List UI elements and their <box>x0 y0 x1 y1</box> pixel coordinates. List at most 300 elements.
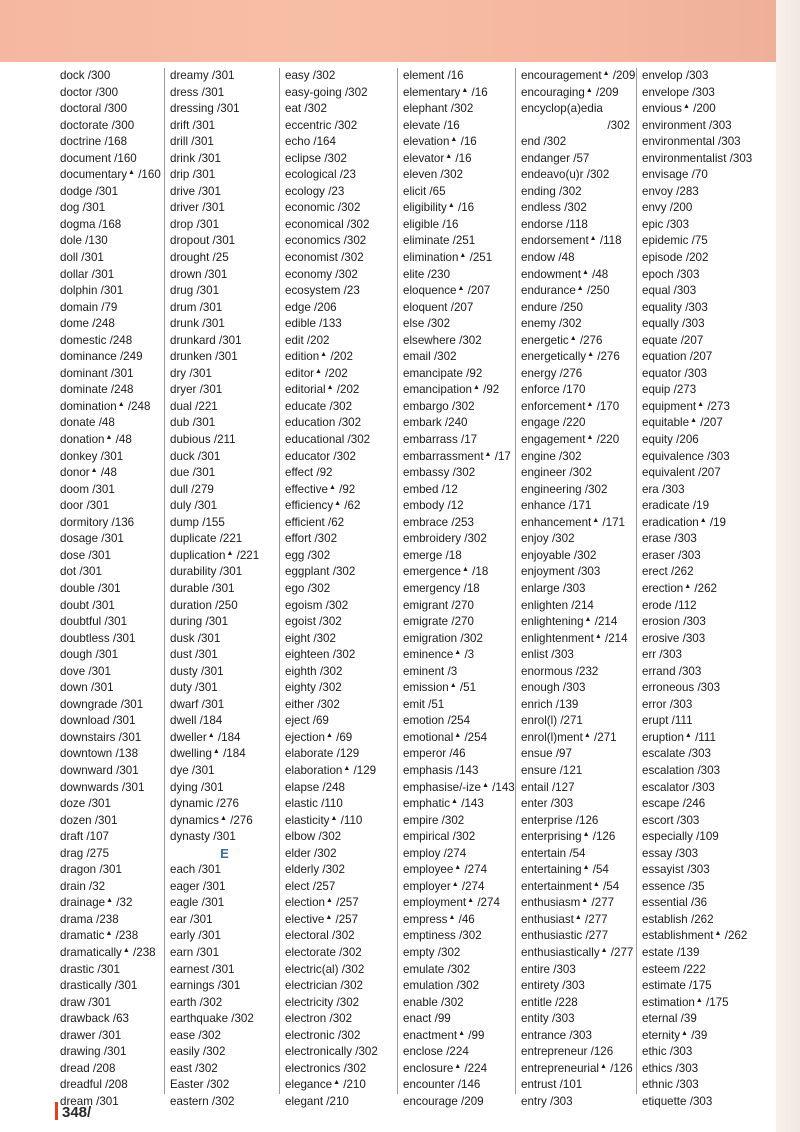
triangle-marker-icon: ▲ <box>586 434 594 442</box>
entry-separator: / <box>677 1012 684 1026</box>
entry-page: 300 <box>114 118 135 132</box>
index-entry <box>285 614 397 631</box>
entry-page: 126 <box>593 1045 614 1059</box>
entry-page: 302 <box>307 102 327 116</box>
entry-separator: / <box>92 184 99 198</box>
index-entry <box>170 1094 279 1111</box>
entry-page: 276 <box>233 813 253 827</box>
entry-page: 302 <box>332 399 353 413</box>
entry-page: 302 <box>198 1061 218 1075</box>
entry-separator: / <box>333 383 340 397</box>
entry-word: egg <box>285 548 305 562</box>
entry-page: 57 <box>576 151 590 165</box>
entry-page: 301 <box>95 598 115 612</box>
entry-separator: / <box>83 846 90 860</box>
entry-page: 250 <box>563 300 583 314</box>
entry-separator: / <box>324 184 332 198</box>
entry-page: 301 <box>94 267 115 281</box>
entry-word: draft <box>60 830 84 844</box>
entry-word: drunkard <box>170 333 216 347</box>
index-column-6 <box>637 68 773 1108</box>
entry-separator: / <box>607 945 615 959</box>
entry-separator: / <box>92 1094 100 1108</box>
entry-page: 127 <box>555 780 575 794</box>
index-entry <box>285 647 397 664</box>
entry-page: 301 <box>220 102 240 116</box>
index-entry <box>170 581 279 598</box>
entry-page: 303 <box>554 648 574 662</box>
entry-separator: / <box>570 151 577 165</box>
entry-separator: / <box>448 598 455 612</box>
index-entry <box>403 134 515 151</box>
entry-page: 35 <box>691 879 705 893</box>
entry-page: 302 <box>341 416 362 430</box>
entry-separator: / <box>456 681 464 695</box>
entry-page: 214 <box>574 598 594 612</box>
entry-word: dynasty <box>170 830 210 844</box>
index-entry <box>170 415 279 432</box>
entry-separator: / <box>551 995 559 1009</box>
entry-separator: / <box>552 747 560 761</box>
entry-word: Easter <box>170 1078 204 1092</box>
entry-page: 129 <box>356 763 377 777</box>
entry-word: equity <box>642 433 673 447</box>
entry-separator: / <box>444 499 451 513</box>
entry-separator: / <box>338 962 345 976</box>
entry-page: 301 <box>91 664 111 678</box>
index-entry <box>403 829 515 846</box>
entry-word: emigrate <box>403 615 449 629</box>
index-entry <box>170 780 279 797</box>
index-entry <box>170 1011 279 1028</box>
entry-page: 301 <box>201 863 221 877</box>
index-entry <box>642 118 773 135</box>
entry-page: 48 <box>595 267 609 281</box>
entry-page: 208 <box>108 1078 128 1092</box>
entry-separator: / <box>340 234 347 248</box>
entry-page: 301 <box>101 581 121 595</box>
entry-separator: / <box>565 499 572 513</box>
entry-separator: / <box>444 962 451 976</box>
entry-word: estate <box>642 945 674 959</box>
entry-page: 301 <box>99 1094 119 1108</box>
entry-page: 207 <box>470 284 491 298</box>
entry-word: eligibility <box>403 201 447 215</box>
index-entry <box>60 531 164 548</box>
entry-page: 301 <box>119 763 139 777</box>
entry-separator: / <box>464 284 471 298</box>
index-entry <box>60 415 164 432</box>
index-entry <box>642 564 773 581</box>
entry-word: eruption <box>642 730 684 744</box>
index-entry <box>403 300 515 317</box>
index-entry <box>642 515 773 532</box>
triangle-marker-icon: ▲ <box>343 764 351 772</box>
index-entry <box>642 101 773 118</box>
entry-page: 92 <box>319 466 333 480</box>
entry-separator: / <box>491 449 498 463</box>
index-entry <box>642 267 773 284</box>
index-entry <box>60 928 164 945</box>
triangle-marker-icon: ▲ <box>472 384 480 392</box>
entry-word: documentary <box>60 168 128 182</box>
entry-word: ethics <box>642 1061 673 1075</box>
entry-word: entertainment <box>521 879 592 893</box>
index-entry <box>642 978 773 995</box>
entry-page: 19 <box>696 499 710 513</box>
index-entry <box>170 862 279 879</box>
index-entry <box>60 283 164 300</box>
index-entry <box>285 300 397 317</box>
entry-separator: / <box>112 929 119 943</box>
entry-word: elite <box>403 267 425 281</box>
entry-word: embroidery <box>403 532 461 546</box>
index-entry <box>170 349 279 366</box>
entry-word: east <box>170 1061 192 1075</box>
index-entry <box>285 928 397 945</box>
entry-page: 69 <box>315 714 329 728</box>
index-entry <box>285 432 397 449</box>
entry-page: 302 <box>344 962 365 976</box>
entry-word: edit <box>285 333 304 347</box>
entry-separator: / <box>189 416 196 430</box>
entry-separator: / <box>208 962 216 976</box>
entry-page: 262 <box>694 912 714 926</box>
entry-page: 202 <box>310 333 330 347</box>
index-entry <box>170 382 279 399</box>
entry-word: emphasis <box>403 763 453 777</box>
index-entry <box>170 564 279 581</box>
entry-page: 126 <box>595 830 616 844</box>
entry-word: enclose <box>403 1045 443 1059</box>
entry-word: erode <box>642 598 672 612</box>
entry-separator: / <box>333 995 340 1009</box>
entry-word: envious <box>642 102 682 116</box>
entry-word: endorse <box>521 217 563 231</box>
entry-page: 277 <box>614 945 634 959</box>
entry-page: 111 <box>674 714 693 728</box>
entry-word: education <box>285 416 336 430</box>
entry-page: 303 <box>710 449 730 463</box>
entry-word: ending <box>521 184 556 198</box>
index-entry <box>170 631 279 648</box>
index-entry <box>285 564 397 581</box>
entry-separator: / <box>116 350 124 364</box>
index-entry <box>521 1094 636 1111</box>
entry-separator: / <box>461 730 468 744</box>
index-entry <box>170 962 279 979</box>
entry-page: 254 <box>450 714 471 728</box>
entry-word: elaboration <box>285 763 343 777</box>
index-entry <box>170 267 279 284</box>
entry-separator: / <box>455 333 463 347</box>
entry-separator: / <box>672 433 680 447</box>
index-entry <box>170 250 279 267</box>
entry-separator: / <box>313 466 320 480</box>
entry-separator: / <box>327 350 334 364</box>
entry-separator: / <box>337 979 344 993</box>
index-entry <box>521 1061 636 1078</box>
entry-word: enact <box>403 1012 432 1026</box>
index-entry <box>403 730 515 747</box>
entry-separator: / <box>92 648 99 662</box>
entry-word: doze <box>60 797 86 811</box>
entry-word: egoism <box>285 598 323 612</box>
entry-separator: / <box>124 399 132 413</box>
entry-word: document <box>60 151 111 165</box>
entry-word: episode <box>642 251 683 265</box>
index-entry <box>170 366 279 383</box>
entry-separator: / <box>208 1094 216 1108</box>
index-entry <box>521 813 636 830</box>
entry-page: 168 <box>101 217 122 231</box>
entry-separator: / <box>685 979 693 993</box>
entry-word: dropout <box>170 234 210 248</box>
index-entry <box>521 300 636 317</box>
entry-page: 170 <box>566 383 586 397</box>
entry-word: enactment <box>403 1028 458 1042</box>
index-entry <box>60 382 164 399</box>
entry-separator: / <box>705 118 713 132</box>
entry-separator: / <box>344 433 351 447</box>
entry-separator: / <box>609 69 616 82</box>
index-entry <box>403 581 515 598</box>
entry-page: 302 <box>455 466 476 480</box>
entry-word: escalator <box>642 780 690 794</box>
entry-word: energetically <box>521 350 587 364</box>
index-entry <box>521 862 636 879</box>
entry-separator: / <box>559 383 567 397</box>
entry-page: 32 <box>119 896 133 910</box>
entry-page: 283 <box>679 184 699 198</box>
entry-page: 249 <box>123 350 143 364</box>
index-entry <box>403 564 515 581</box>
entry-word: duplication <box>170 548 226 562</box>
index-entry <box>60 217 164 234</box>
triangle-marker-icon: ▲ <box>583 731 591 739</box>
entry-word: eager <box>170 879 200 893</box>
entry-word: enormous <box>521 664 573 678</box>
entry-word: dose <box>60 548 86 562</box>
entry-page: 301 <box>198 681 218 695</box>
index-entry <box>521 730 636 747</box>
index-entry <box>403 432 515 449</box>
entry-separator: / <box>666 1045 673 1059</box>
index-entry <box>60 862 164 879</box>
index-entry <box>403 498 515 515</box>
index-entry <box>403 879 515 896</box>
entry-page: 16 <box>461 201 475 215</box>
entry-word: emancipate <box>403 366 463 380</box>
entry-page: 273 <box>710 399 730 413</box>
entry-page: 39 <box>694 1028 708 1042</box>
index-entry <box>642 1044 773 1061</box>
entry-separator: / <box>188 135 195 149</box>
entry-word: drop <box>170 217 194 231</box>
index-entry <box>60 449 164 466</box>
index-entry <box>642 631 773 648</box>
index-entry <box>170 796 279 813</box>
index-entry <box>521 581 636 598</box>
entry-word: dormitory <box>60 515 109 529</box>
entry-word: dove <box>60 664 86 678</box>
entry-page: 301 <box>82 565 102 579</box>
index-entry <box>60 746 164 763</box>
entry-word: drainage <box>60 896 106 910</box>
entry-word: drip <box>170 168 190 182</box>
entry-word: eraser <box>642 548 675 562</box>
entry-page: 302 <box>562 449 582 463</box>
entry-separator: / <box>326 1012 333 1026</box>
index-entry <box>403 101 515 118</box>
entry-separator: / <box>109 714 117 728</box>
entry-separator: / <box>444 69 451 82</box>
entry-word: environmental <box>642 135 715 149</box>
index-entry <box>403 962 515 979</box>
triangle-marker-icon: ▲ <box>105 930 113 938</box>
index-entry <box>403 631 515 648</box>
index-entry <box>403 713 515 730</box>
entry-page: 3 <box>450 664 458 678</box>
entry-word: empty <box>403 945 435 959</box>
triangle-marker-icon: ▲ <box>697 400 705 408</box>
index-entry <box>285 482 397 499</box>
entry-separator: / <box>667 565 675 579</box>
index-entry <box>642 134 773 151</box>
index-entry <box>521 945 636 962</box>
entry-page: 143 <box>495 780 515 794</box>
entry-separator: / <box>317 797 325 811</box>
index-entry <box>521 382 636 399</box>
entry-separator: / <box>101 1078 109 1092</box>
entry-separator: / <box>479 383 487 397</box>
entry-word: erection <box>642 581 684 595</box>
entry-separator: / <box>599 515 606 529</box>
index-entry <box>642 333 773 350</box>
entry-separator: / <box>559 416 567 430</box>
entry-word: emulation <box>403 979 454 993</box>
entry-page: 273 <box>676 383 697 397</box>
index-entry <box>60 101 164 118</box>
entry-page: 251 <box>472 251 493 265</box>
entry-page: 184 <box>202 714 223 728</box>
entry-word: donate <box>60 416 96 430</box>
entry-page: 184 <box>221 730 241 744</box>
triangle-marker-icon: ▲ <box>226 549 234 557</box>
entry-page: 302 <box>450 962 471 976</box>
entry-word: eastern <box>170 1094 209 1108</box>
entry-separator: / <box>457 631 464 645</box>
entry-page: 302 <box>206 1045 226 1059</box>
entry-page: 133 <box>322 317 342 331</box>
index-entry <box>642 1028 773 1045</box>
entry-page: 302 <box>328 598 349 612</box>
triangle-marker-icon: ▲ <box>600 1062 607 1070</box>
index-entry <box>642 928 773 945</box>
index-entry <box>170 399 279 416</box>
index-entry <box>285 449 397 466</box>
entry-page: 301 <box>201 929 221 943</box>
entry-word: dynamic <box>170 797 214 811</box>
entry-page: 210 <box>329 1094 349 1108</box>
index-entry <box>403 349 515 366</box>
index-entry <box>285 399 397 416</box>
entry-page: 301 <box>201 184 221 198</box>
entry-word: employer <box>403 879 451 893</box>
entry-word: element <box>403 69 445 82</box>
triangle-marker-icon: ▲ <box>699 516 707 524</box>
index-entry <box>170 283 279 300</box>
entry-separator: / <box>310 300 318 314</box>
entry-page: 303 <box>662 648 682 662</box>
entry-separator: / <box>330 449 337 463</box>
entry-separator: / <box>92 85 99 99</box>
entry-page: 221 <box>198 399 218 413</box>
entry-separator: / <box>424 267 431 281</box>
index-entry <box>60 912 164 929</box>
entry-word: envelope <box>642 85 690 99</box>
entry-word: dying <box>170 780 198 794</box>
entry-word: ethic <box>642 1045 667 1059</box>
entry-word: enthusiast <box>521 912 574 926</box>
triangle-marker-icon: ▲ <box>582 831 590 839</box>
triangle-marker-icon: ▲ <box>128 169 135 177</box>
index-entry <box>170 813 279 830</box>
entry-separator: / <box>462 366 470 380</box>
entry-word: electricity <box>285 995 334 1009</box>
entry-page: 160 <box>117 151 137 165</box>
index-entry <box>642 399 773 416</box>
entry-separator: / <box>203 1078 210 1092</box>
entry-word: epic <box>642 217 664 231</box>
entry-page: 302 <box>338 267 358 281</box>
entry-separator: / <box>323 1094 330 1108</box>
entry-page: 303 <box>689 69 709 82</box>
entry-word: enough <box>521 681 560 695</box>
entry-page: 302 <box>567 201 587 215</box>
entry-page: 301 <box>218 350 238 364</box>
entry-page: 16 <box>458 151 472 165</box>
entry-word: drawback <box>60 1012 110 1026</box>
entry-separator: / <box>85 879 93 893</box>
entry-page: 251 <box>455 234 476 248</box>
entry-separator: / <box>111 979 118 993</box>
entry-separator: / <box>316 664 324 678</box>
entry-page: 12 <box>444 482 458 496</box>
entry-page: 302 <box>577 548 597 562</box>
entry-word: eat <box>285 102 302 116</box>
entry-word: encounter <box>403 1078 455 1092</box>
entry-word: equivalent <box>642 466 695 480</box>
entry-page: 62 <box>347 499 361 513</box>
entry-page: 207 <box>683 333 704 347</box>
entry-page: 16 <box>446 118 460 132</box>
index-entry <box>521 432 636 449</box>
entry-separator: / <box>334 201 342 215</box>
index-entry <box>285 879 397 896</box>
triangle-marker-icon: ▲ <box>695 996 703 1004</box>
entry-separator: / <box>460 581 467 595</box>
entry-page: 303 <box>556 962 576 976</box>
entry-word: enrich <box>521 697 553 711</box>
entry-page: 126 <box>579 813 599 827</box>
entry-separator: / <box>448 615 455 629</box>
entry-page: 164 <box>316 135 336 149</box>
triangle-marker-icon: ▲ <box>320 351 328 359</box>
entry-page: 303 <box>692 1094 713 1108</box>
entry-page: 303 <box>700 763 721 777</box>
entry-separator: / <box>446 747 453 761</box>
